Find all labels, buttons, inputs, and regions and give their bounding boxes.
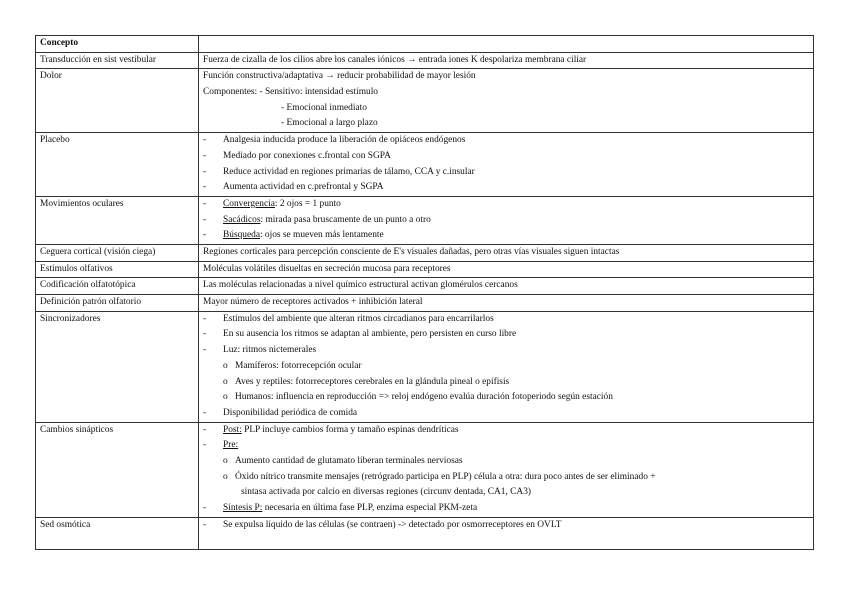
dash-bullet: - <box>203 345 207 356</box>
term: Pre: <box>223 440 239 451</box>
list-item: - Convergencia: 2 ojos = 1 punto <box>203 197 809 213</box>
term: Búsqueda <box>223 230 260 241</box>
row-label: Sed osmótica <box>36 517 199 549</box>
dolor-line: Componentes: - Sensitivo: intensidad estímulo <box>203 87 378 98</box>
row-sincronizadores <box>36 311 814 422</box>
dash-bullet: - <box>203 166 207 177</box>
dash-bullet: - <box>203 440 207 451</box>
dash-bullet: - <box>203 198 207 209</box>
dash-bullet: - <box>203 313 207 324</box>
sub-list-item: o Mamíferos: fotorrecepción ocular <box>203 359 809 375</box>
dash-bullet: - <box>203 407 207 418</box>
row-text: Regiones corticales para percepción consciente de E's visuales dañadas, pero otras vías visuales siguen intactas <box>199 244 814 261</box>
list-item: - En su ausencia los ritmos se adaptan al ambiente, pero persisten en curso libre <box>203 327 809 343</box>
dash-bullet: - <box>203 182 207 193</box>
term: Convergencia <box>223 198 275 209</box>
dash-bullet: - <box>203 135 207 146</box>
list-item: - Post: PLP incluye cambios forma y tamaño espinas dendríticas <box>203 423 809 439</box>
row-estimulos <box>36 261 814 278</box>
row-content <box>199 517 814 549</box>
dash-bullet: - <box>203 329 207 340</box>
dolor-line: - Emocional inmediato <box>281 102 367 113</box>
circle-bullet: o <box>223 360 228 371</box>
row-label: Estímulos olfativos <box>36 261 199 278</box>
row-content <box>199 422 814 517</box>
list-item: - Analgesia inducida produce la liberación de opiáceos endógenos <box>203 133 809 149</box>
row-sed <box>36 517 814 549</box>
row-content <box>199 196 814 244</box>
dash-bullet: - <box>203 150 207 161</box>
row-content <box>199 311 814 422</box>
header-definition <box>199 36 814 53</box>
sub-list-item: o Aves y reptiles: fotorreceptores cerebrales en la glándula pineal o epífisis <box>203 375 809 391</box>
sub-list-item: o Óxido nítrico transmite mensajes (retrógrado participa en PLP) célula a otra: dura poco antes de ser eliminado + <box>203 470 809 486</box>
list-item: - Síntesis P: necesaria en última fase PLP, enzima especial PKM-zeta <box>203 501 809 517</box>
row-codificacion <box>36 278 814 295</box>
circle-bullet: o <box>223 455 228 466</box>
row-text: Mayor número de receptores activados + inhibición lateral <box>199 295 814 312</box>
row-label: Movimientos oculares <box>36 196 199 244</box>
list-item: - Reduce actividad en regiones primarias de tálamo, CCA y c.insular <box>203 165 809 181</box>
header-concept: Concepto <box>36 36 199 53</box>
row-text: Fuerza de cizalla de los cilios abre los canales iónicos → entrada iones K despolariza membrana ciliar <box>199 52 814 69</box>
dash-bullet: - <box>203 424 207 435</box>
row-text: Las moléculas relacionadas a nivel químico estructural activan glomérulos cercanos <box>199 278 814 295</box>
row-label: Transducción en sist vestibular <box>36 52 199 69</box>
row-text: Moléculas volátiles disueltas en secreción mucosa para receptores <box>199 261 814 278</box>
list-item: - Búsqueda: ojos se mueven más lentamente <box>203 228 809 244</box>
header-row <box>36 36 814 53</box>
circle-bullet: o <box>223 376 228 387</box>
row-content <box>199 69 814 133</box>
dolor-line: - Emocional a largo plazo <box>281 118 378 129</box>
circle-bullet: o <box>223 471 228 482</box>
notes-table-container <box>35 35 813 550</box>
sub-list-item-continuation: sintasa activada por calcio en diversas regiones (circunv dentada, CA1, CA3) <box>241 487 532 498</box>
list-item: - Se expulsa líquido de las células (se contraen) -> detectado por osmorreceptores en OVLT <box>203 518 809 534</box>
concepts-table <box>35 35 814 550</box>
list-item: - Mediado por conexiones c.frontal con SGPA <box>203 149 809 165</box>
row-content <box>199 133 814 197</box>
row-label: Ceguera cortical (visión ciega) <box>36 244 199 261</box>
list-item: - Aumenta actividad en c.prefrontal y SGPA <box>203 180 809 196</box>
row-label: Definición patrón olfatorio <box>36 295 199 312</box>
term: Síntesis P: <box>223 503 263 514</box>
list-item <box>203 438 809 454</box>
sub-list-item: o Aumento cantidad de glutamato liberan terminales nerviosas <box>203 454 809 470</box>
row-placebo <box>36 133 814 197</box>
row-movimientos <box>36 196 814 244</box>
row-label: Dolor <box>36 69 199 133</box>
dolor-line: Función constructiva/adaptativa → reducir probabilidad de mayor lesión <box>203 71 476 82</box>
row-transduccion <box>36 52 814 69</box>
row-ceguera <box>36 244 814 261</box>
circle-bullet: o <box>223 392 228 403</box>
list-item: - Estímulos del ambiente que alteran ritmos circadianos para encarrilarlos <box>203 312 809 328</box>
row-label: Placebo <box>36 133 199 197</box>
row-label: Cambios sinápticos <box>36 422 199 517</box>
list-item: - Sacádicos: mirada pasa bruscamente de un punto a otro <box>203 213 809 229</box>
list-item: - Disponibilidad periódica de comida <box>203 406 809 422</box>
row-definicion <box>36 295 814 312</box>
list-item: - Luz: ritmos nictemerales <box>203 343 809 359</box>
row-label: Codificación olfatotópica <box>36 278 199 295</box>
term: Post: <box>223 424 242 435</box>
dash-bullet: - <box>203 230 207 241</box>
row-label: Sincronizadores <box>36 311 199 422</box>
sub-list-item: o Humanos: influencia en reproducción => reloj endógeno evalúa duración fotoperiodo según estación <box>203 390 809 406</box>
row-dolor <box>36 69 814 133</box>
row-cambios <box>36 422 814 517</box>
dash-bullet: - <box>203 519 207 530</box>
dash-bullet: - <box>203 214 207 225</box>
dash-bullet: - <box>203 503 207 514</box>
term: Sacádicos <box>223 214 261 225</box>
